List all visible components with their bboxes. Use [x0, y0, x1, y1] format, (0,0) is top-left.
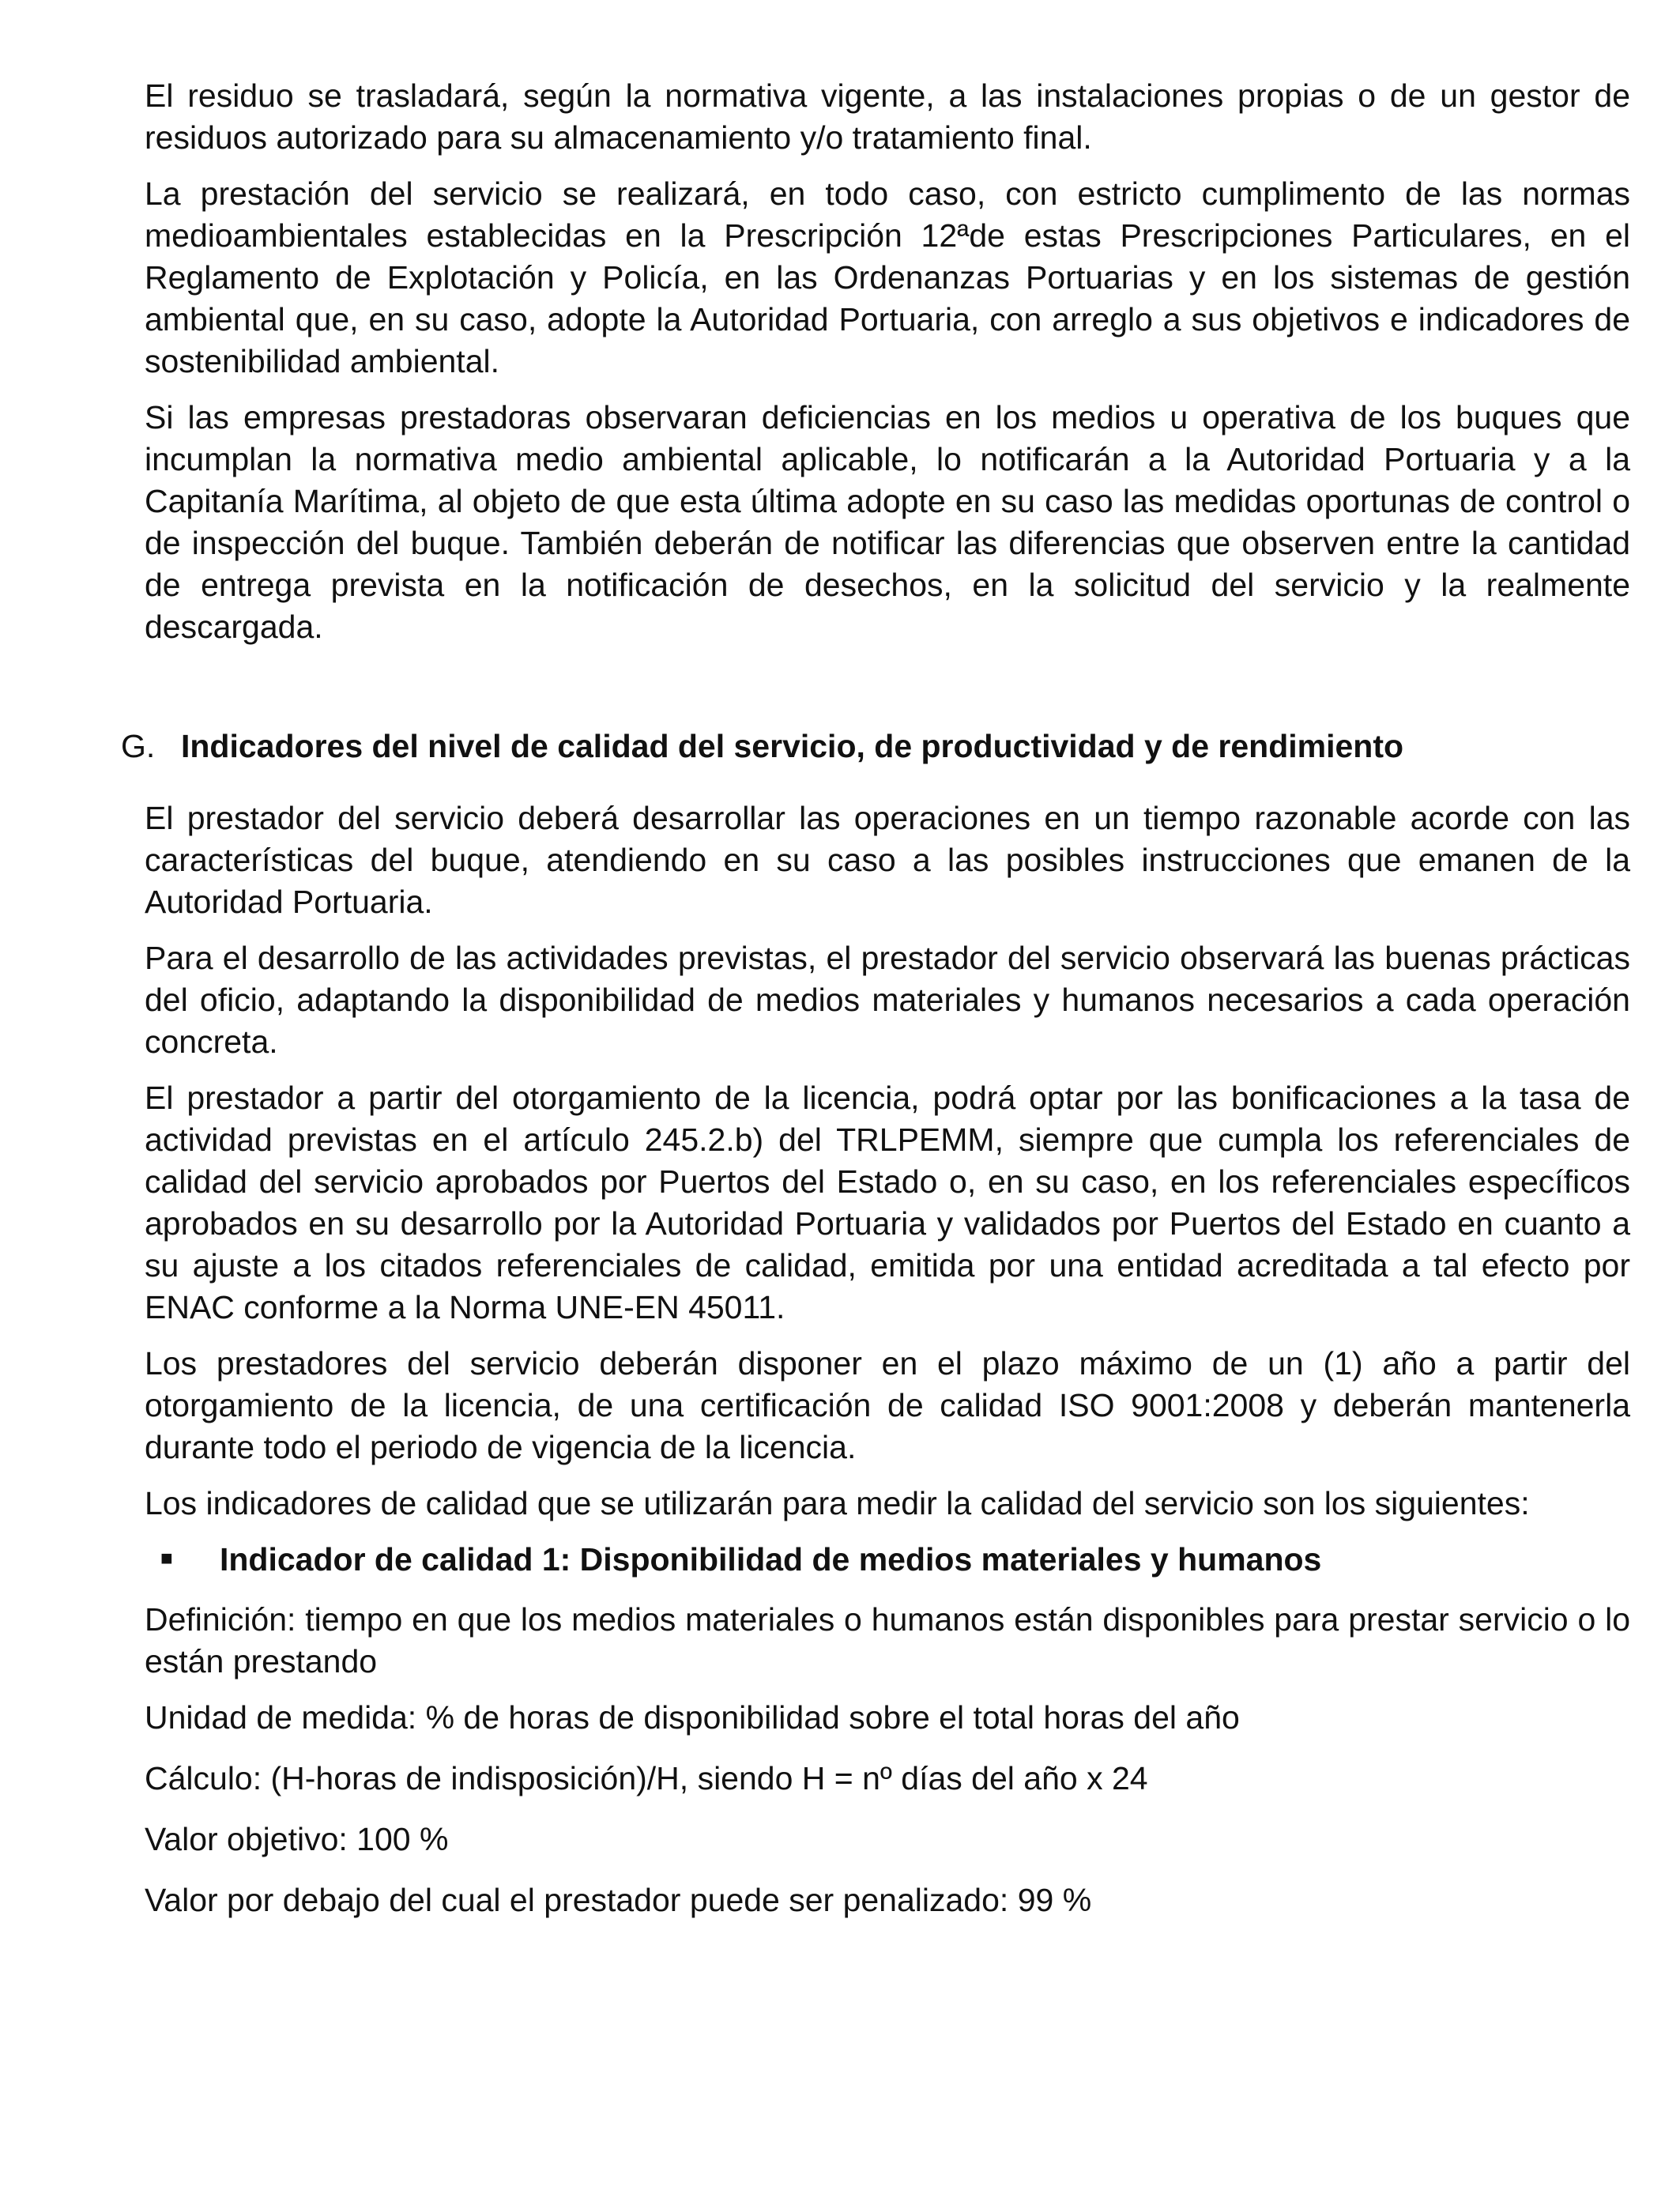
- indicator-penalty-threshold: Valor por debajo del cual el prestador puede ser penalizado: 99 %: [145, 1881, 1092, 1918]
- section-spacer: [145, 662, 1630, 726]
- paragraph-bonuses: El prestador a partir del otorgamiento de la licencia, podrá optar por las bonificaciones a la tasa de actividad previstas en el artículo 245.2.b) del TRLPEMM, siempre que cumpla los referenciales de calidad del servicio aprobados por Puertos del Estado o, en su caso, en los referenciales específicos aprobados en su desarrollo por la Autoridad Portuaria y validados por Puertos del Estado en cuanto a su ajuste a los citados referenciales de calidad, emitida por una entidad acreditada a tal efecto por ENAC conforme a la Norma UNE-EN 45011.: [145, 1080, 1630, 1325]
- paragraph-environmental-compliance: La prestación del servicio se realizará, en todo caso, con estricto cumplimento de las normas medioambientales establecidas en la Prescripción 12ªde estas Prescripciones Particulares, en el Reglamento de Explotación y Policía, en las Ordenanzas Portuarias y en los sistemas de gestión ambiental que, en su caso, adopte la Autoridad Portuaria, con arreglo a sus objetivos e indicadores de sostenibilidad ambiental.: [145, 175, 1630, 379]
- document-body: [121, 75, 1630, 1940]
- paragraph-good-practices: Para el desarrollo de las actividades previstas, el prestador del servicio observará las buenas prácticas del oficio, adaptando la disponibilidad de medios materiales y humanos necesarios a cada operación concreta.: [145, 940, 1630, 1060]
- paragraph-indicators-intro: Los indicadores de calidad que se utilizarán para medir la calidad del servicio son los siguientes:: [145, 1485, 1530, 1521]
- paragraph-operations-time: El prestador del servicio deberá desarrollar las operaciones en un tiempo razonable acorde con las características del buque, atendiendo en su caso a las posibles instrucciones que emanen de la Autoridad Portuaria.: [145, 800, 1630, 920]
- indicator-heading: [145, 1539, 1630, 1583]
- indicator-unit: Unidad de medida: % de horas de disponibilidad sobre el total horas del año: [145, 1698, 1240, 1736]
- indicator-target: Valor objetivo: 100 %: [145, 1820, 449, 1857]
- indicator-calculation: Cálculo: (H-horas de indisposición)/H, siendo H = nº días del año x 24: [145, 1759, 1148, 1796]
- paragraph-waste-transfer: El residuo se trasladará, según la normativa vigente, a las instalaciones propias o de un gestor de residuos autorizado para su almacenamiento y/o tratamiento final.: [145, 77, 1630, 156]
- indicator-title: Indicador de calidad 1: Disponibilidad de medios materiales y humanos: [220, 1541, 1322, 1578]
- paragraph-iso-certification: Los prestadores del servicio deberán disponer en el plazo máximo de un (1) año a partir del otorgamiento de la licencia, de una certificación de calidad ISO 9001:2008 y deberán mantenerla durante todo el periodo de vigencia de la licencia.: [145, 1345, 1630, 1465]
- section-heading: [121, 726, 1630, 767]
- section-letter: G.: [121, 728, 156, 764]
- square-bullet-icon: ■: [160, 1545, 173, 1570]
- section-title: Indicadores del nivel de calidad del servicio, de productividad y de rendimiento: [181, 728, 1404, 764]
- paragraph-deficiency-notification: Si las empresas prestadoras observaran deficiencias en los medios u operativa de los buques que incumplan la normativa medio ambiental aplicable, lo notificarán a la Autoridad Portuaria y a la Capitanía Marítima, al objeto de que esta última adopte en su caso las medidas oportunas de control o de inspección del buque. También deberán de notificar las diferencias que observen entre la cantidad de entrega prevista en la notificación de desechos, en la solicitud del servicio y la realmente descargada.: [145, 399, 1630, 645]
- indicator-definition: Definición: tiempo en que los medios materiales o humanos están disponibles para prestar servicio o lo están prestando: [145, 1600, 1630, 1679]
